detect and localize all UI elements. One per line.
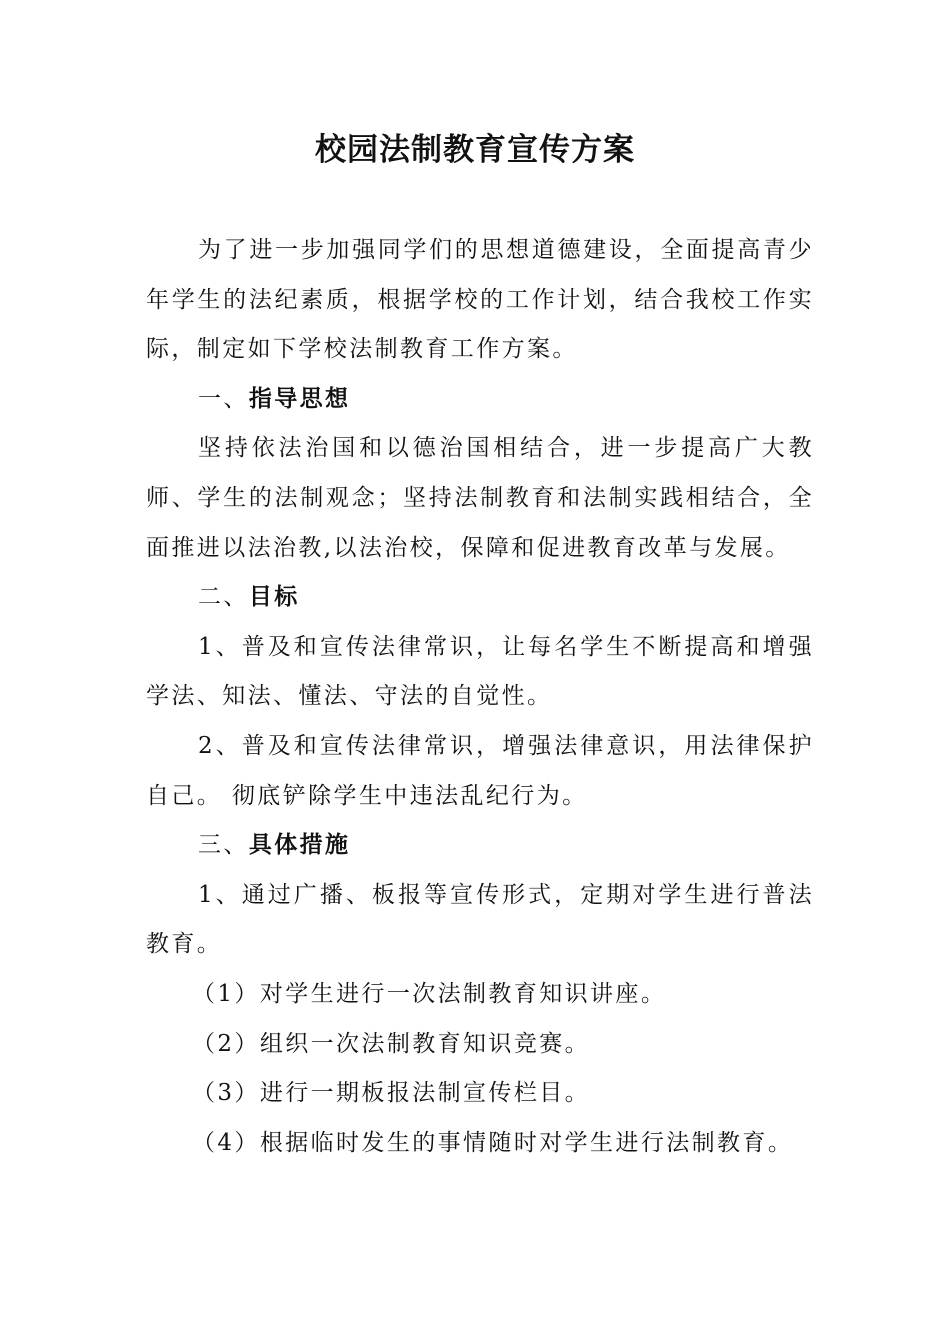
measure-subitem: （3）进行一期板报法制宣传栏目。 bbox=[192, 1080, 591, 1107]
goal-item: 1、普及和宣传法律常识，让每名学生不断提高和增强学法、知法、懂法、守法的自觉性。 bbox=[146, 633, 814, 710]
guiding-ideology-paragraph: 坚持依法治国和以德治国相结合，进一步提高广大教师、学生的法制观念；坚持法制教育和法制实践相结合，全面推进以法治教,以法治校，保障和促进教育改革与发展。 bbox=[146, 435, 814, 561]
section-title: 指导思想 bbox=[248, 385, 351, 412]
intro-paragraph: 为了进一步加强同学们的思想道德建设，全面提高青少年学生的法纪素质，根据学校的工作计划，结合我校工作实际，制定如下学校法制教育工作方案。 bbox=[146, 237, 814, 363]
section-number: 三、 bbox=[198, 832, 249, 859]
document-title: 校园法制教育宣传方案 bbox=[315, 132, 635, 168]
measure-item: 1、通过广播、板报等宣传形式，定期对学生进行普法教育。 bbox=[146, 881, 814, 958]
section-heading-goals bbox=[146, 573, 814, 623]
goal-item: 2、普及和宣传法律常识，增强法律意识，用法律保护自己。 彻底铲除学生中违法乱纪行为。 bbox=[146, 732, 814, 809]
section-heading-measures bbox=[146, 821, 814, 871]
section-heading-guiding-ideology bbox=[146, 375, 814, 425]
section-number: 二、 bbox=[198, 584, 249, 611]
measure-subitem: （2）组织一次法制教育知识竞赛。 bbox=[192, 1030, 591, 1057]
document-body bbox=[146, 226, 814, 1168]
section-title: 目标 bbox=[248, 584, 300, 611]
measure-subitem: （4）根据临时发生的事情随时对学生进行法制教育。 bbox=[192, 1129, 794, 1156]
measure-subitem: （1）对学生进行一次法制教育知识讲座。 bbox=[192, 980, 667, 1007]
section-title: 具体措施 bbox=[248, 832, 351, 859]
section-number: 一、 bbox=[198, 385, 249, 412]
